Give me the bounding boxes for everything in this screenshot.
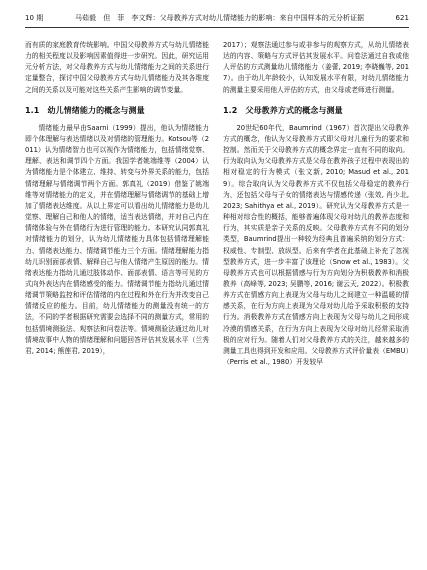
column-spacer xyxy=(223,368,409,369)
right-intro-paragraph: 2017）；观察法通过参与或非参与的观察方式，从幼儿情绪表达的内容、策略与方式评估其发展水平。问卷法通过自我或他人评估的方式测量幼儿情绪能力（姜蕾, 2019; 李晓巍等, 2017）。由于幼儿年龄较小，认知发展水平有限，对幼儿情绪能力的测量主要采用他人评估的方式，由父母或老师进行测量。 xyxy=(223,41,409,94)
section-heading-1-1 xyxy=(25,105,209,116)
issue-label: 10 期 xyxy=(25,14,44,22)
right-column xyxy=(223,40,409,564)
section-title: 幼儿情绪能力的概念与测量 xyxy=(47,105,145,115)
section-number: 1.1 xyxy=(25,105,40,115)
right-body-paragraph: 20世纪60年代，Baumrind（1967）首次提出父母教养方式的概念，他认为父母教养方式即父母对儿童行为的要求和控制。然而关于父母教养方式的概念界定一直有不同的取向。行为取向认为父母教养方式是父母在教养孩子过程中表现出的相对稳定的行为模式（张文新, 2010; Masud et al., 2019）。综合取向认为父母教养方式不仅包括父母稳定的教养行为，还包括父母与子女的情绪表达与情感传递（张效, 肖少北, 2023; Sahithya et al., 2019）。研究认为父母教养方式是一种相对综合性的概括，能够普遍体现父母对幼儿的教养态度和行为，其实质是亲子关系的反映。父母教养方式有不同的划分类型，Baumrind提出一种较为经典且普遍采纳的划分方式：权威性、专制型、放纵型。后来有学者在此基础上补充了忽视型教养方式，进一步丰富了该理论（Snow et al., 1983）。父母教养方式也可以根据情感与行为方向划分为积极教养和消极教养（高峰等, 2023; 吴鹏等, 2016; 谢云天, 2022）。积极教养方式在情感方向上表现为父母与幼儿之间建立一种温暖的情感关系，在行为方向上表现为父母对幼儿给予采取积极的支持行为。消极教养方式在情感方向上表现为父母与幼儿之间形成冷漠的情感关系，在行为方向上表现为父母对幼儿经常采取消极的应对行为。随着人们对父母教养方式的关注，越来越多的测量工具也得到开发和应用。父母教养方式评价量表（EMBU）（Perris et al., 1980）开发较早 xyxy=(223,123,409,367)
section-title: 父母教养方式的概念与测量 xyxy=(245,105,343,115)
left-column xyxy=(25,40,209,564)
page-number: 621 xyxy=(395,14,409,22)
running-header xyxy=(25,10,409,26)
header-rule xyxy=(25,27,409,28)
running-title: 马茹毅 但 菲 李文辉：父母教养方式对幼儿情绪能力的影响：来自中国样本的元分析证据 xyxy=(75,14,365,22)
column-spacer xyxy=(25,357,209,358)
section-heading-1-2 xyxy=(223,105,409,116)
left-intro-paragraph: 而有质的家庭教育传统影响。中国父母教养方式与幼儿情绪能力的相关程度以及影响因素值得进一步研究。因此，研究运用元分析方法，对父母教养方式与幼儿情绪能力之间的关系进行定量整合，探讨中国父母教养方式与幼儿情绪能力及其各维度之间的关系以及可能对这些关系产生影响的调节变量。 xyxy=(25,41,209,94)
section-number: 1.2 xyxy=(223,105,238,115)
left-body-paragraph: 情绪能力最早由Saarni（1999）提出，他认为情绪能力即个体理解与表达情绪以及对情绪的管理能力。Kotsou等（2011）认为情绪智力也可以视作为情绪能力，包括情绪觉察、理解、表达和调节四个方面。我国学者姚端维等（2004）认为情绪能力是个体建立、维持、转变与外界关系的能力，包括情绪理解与情绪调节两个方面。郭真礼（2019）借鉴了姚端维等对情绪能力的定义，并在情绪理解与情绪调节的基础上增加了情绪表达维度。从以上界定可以看出幼儿情绪能力是幼儿觉察、理解自己和他人的情绪，适当表达情绪，并对自己内在情绪体验与外在情绪行为进行管理的能力。本研究认同郭真礼对情绪能力的划分，认为幼儿情绪能力具体包括情绪理解能力、情绪表达能力、情绪调节能力三个方面。情绪理解能力指幼儿识别面部表情、解释自己与他人情绪产生原因的能力。情绪表达能力指幼儿通过肢体动作、面部表情、语言等可见的方式向外表达内在情绪感受的能力。情绪调节能力指幼儿通过情绪调节策略监控和评估情绪的内在过程和外在行为并改变自己情绪反应的能力。目前，幼儿情绪能力的测量没有统一的方法，不同的学者根据研究需要会选择不同的测量方式，常用的包括情境测验法、观察法和问卷法等。情境测验法通过幼儿对情境故事中人物的情绪理解和问题回答评估其发展水平（兰秀君, 2014; 熊莲君, 2019）， xyxy=(25,123,209,355)
